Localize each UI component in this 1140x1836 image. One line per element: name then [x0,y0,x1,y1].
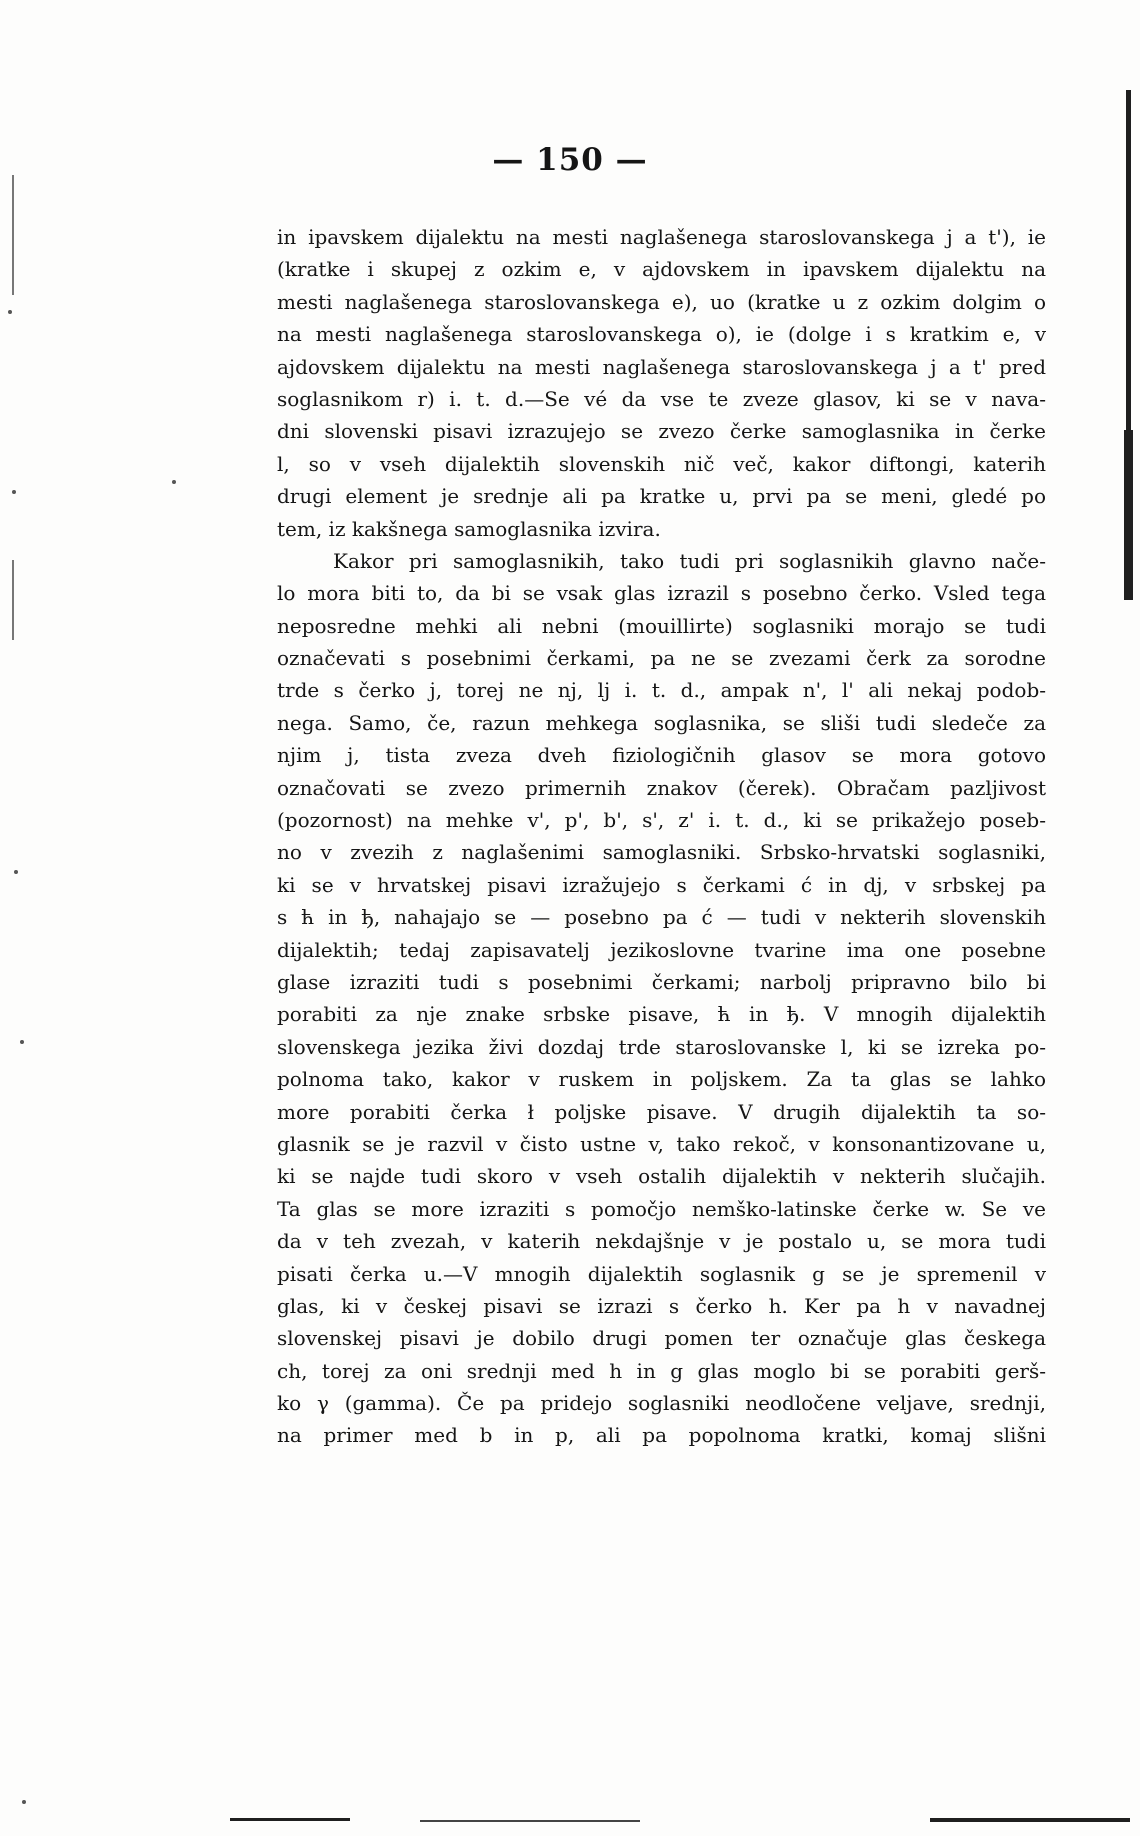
text-line: soglasnikom r) i. t. d.—Se vé da vse te zveze glasov, ki se v nava- [277,386,1046,411]
text-line: ki se najde tudi skoro v vseh ostalih dijalektih v nekterih slučajih. [277,1164,1046,1189]
text-line: njim j, tista zveza dveh fiziologičnih glasov se mora gotovo [277,743,1046,768]
text-line: glas, ki v českej pisavi se izrazi s čerko h. Ker pa h v navadnej [277,1293,1046,1318]
text-line: (pozornost) na mehke v', p', b', s', z' i. t. d., ki se prikažejo poseb- [277,808,1046,833]
text-line: trde s čerko j, torej ne nj, lj i. t. d., ampak n', l' ali nekaj podob- [277,678,1046,703]
page-number: — 150 — [492,142,648,178]
text-line: nega. Samo, če, razun mehkega soglasnika, se sliši tudi sledeče za [277,710,1046,735]
text-line: slovenskej pisavi je dobilo drugi pomen ter označuje glas českega [277,1326,1046,1351]
text-line: Ta glas se more izraziti s pomočjo nemško-latinske čerke w. Se ve [277,1196,1046,1221]
text-line: ch, torej za oni srednji med h in g glas moglo bi se porabiti gerš- [277,1358,1046,1383]
text-line: lo mora biti to, da bi se vsak glas izrazil s posebno čerko. Vsled tega [277,581,1046,606]
text-line: ko γ (gamma). Če pa pridejo soglasniki neodločene veljave, srednji, [277,1391,1046,1416]
body-text [277,221,1046,1452]
scan-speck [12,490,16,494]
scan-edge-left [12,175,14,295]
text-line: neposredne mehki ali nebni (mouillirte) soglasniki morajo se tudi [277,613,1046,638]
text-line: ajdovskem dijalektu na mesti naglašenega staroslovanskega j a t' pred [277,354,1046,379]
text-line: slovenskega jezika živi dozdaj trde staroslovanske l, ki se izreka po- [277,1034,1046,1059]
scan-edge-left-lower [12,560,14,640]
scan-speck [20,1040,24,1044]
text-line: označevati s posebnimi čerkami, pa ne se zvezami čerk za sorodne [277,646,1046,671]
text-line: pisati čerka u.—V mnogih dijalektih soglasnik g se je spremenil v [277,1261,1046,1286]
text-line: označovati se zvezo primernih znakov (čerek). Obračam pazljivost [277,775,1046,800]
scan-edge-bottom-left [230,1818,350,1821]
scan-edge-bottom [930,1818,1130,1822]
text-line: more porabiti čerka ł poljske pisave. V drugih dijalektih ta so- [277,1099,1046,1124]
text-line: dni slovenski pisavi izrazujejo se zvezo čerke samoglasnika in čerke [277,419,1046,444]
scan-speck [22,1800,26,1804]
text-line: drugi element je srednje ali pa kratke u, prvi pa se meni, gledé po [277,484,1046,509]
text-line: s ћ in ђ, nahajajo se — posebno pa ć — tudi v nekterih slovenskih [277,905,1046,930]
text-line: da v teh zvezah, v katerih nekdajšnje v je postalo u, se mora tudi [277,1229,1046,1254]
text-line: porabiti za nje znake srbske pisave, ћ in ђ. V mnogih dijalektih [277,1002,1046,1027]
text-line: na primer med b in p, ali pa popolnoma kratki, komaj slišni [277,1423,1046,1448]
scan-speck [8,310,12,314]
text-line: no v zvezih z naglašenimi samoglasniki. Srbsko-hrvatski soglasniki, [277,840,1046,865]
text-line: ki se v hrvatskej pisavi izražujejo s čerkami ć in dj, v srbskej pa [277,872,1046,897]
text-line: polnoma tako, kakor v ruskem in poljskem. Za ta glas se lahko [277,1067,1046,1092]
scan-speck [14,870,18,874]
text-line: in ipavskem dijalektu na mesti naglašenega staroslovanskega j a t'), ie [277,225,1046,249]
text-line: glasnik se je razvil v čisto ustne v, tako rekoč, v konsonantizovane u, [277,1131,1046,1156]
scan-edge-right-thick [1124,430,1133,600]
text-line: tem, iz kakšnega samoglasnika izvira. [277,516,661,541]
text-line: dijalektih; tedaj zapisavatelj jezikoslovne tvarine ima one posebne [277,937,1046,962]
text-line: l, so v vseh dijalektih slovenskih nič več, kakor diftongi, katerih [277,451,1046,476]
scan-edge-bottom-mid [420,1820,640,1822]
text-line: Kakor pri samoglasnikih, tako tudi pri soglasnikih glavno nače- [333,548,1046,573]
scan-speck [172,480,176,484]
text-line: (kratke i skupej z ozkim e, v ajdovskem in ipavskem dijalektu na [277,257,1046,282]
text-line: na mesti naglašenega staroslovanskega o), ie (dolge i s kratkim e, v [277,322,1046,347]
text-line: glase izraziti tudi s posebnimi čerkami; narbolj pripravno bilo bi [277,969,1046,994]
text-line: mesti naglašenega staroslovanskega e), uo (kratke u z ozkim dolgim o [277,289,1046,314]
